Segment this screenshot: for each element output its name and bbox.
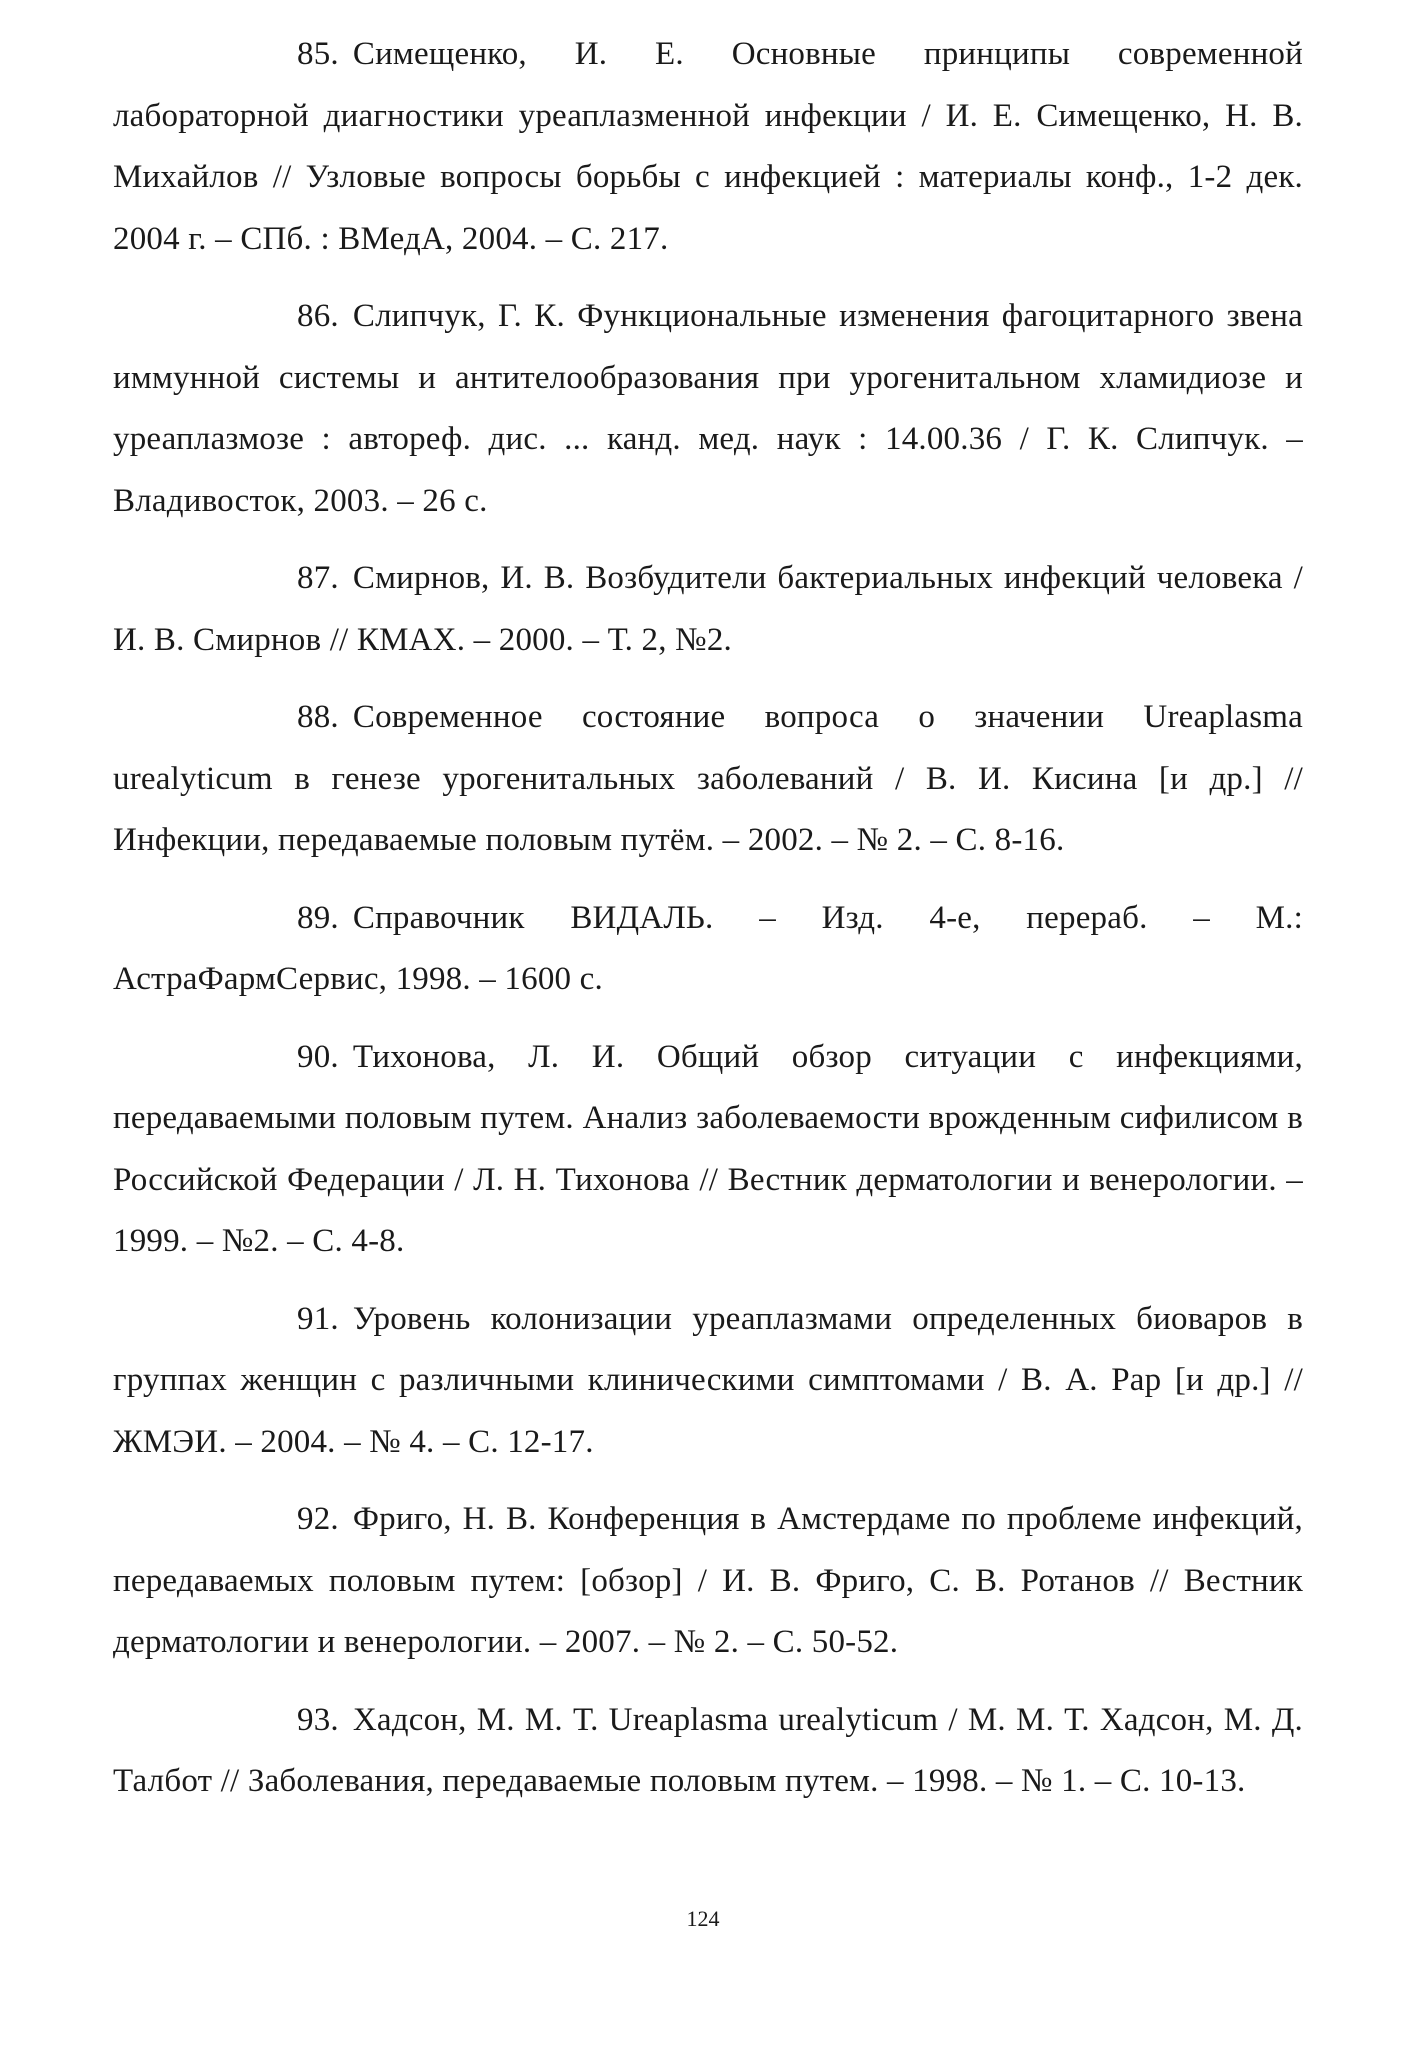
reference-text: Слипчук, Г. К. Функциональные изменения фагоцитарного звена иммунной системы и антителообразования при урогенитальном хламидиозе и уреаплазмозе : автореф. дис. ... канд. мед. наук : 14.00.36 / Г. К. Слипчук. – Владивосток, 2003. – 26 с. (113, 298, 1303, 519)
reference-number: 93. (297, 1701, 339, 1738)
reference-number: 87. (297, 560, 339, 596)
reference-number: 86. (297, 298, 339, 334)
reference-item (113, 1289, 1303, 1474)
reference-text: Справочник ВИДАЛЬ. – Изд. 4-е, перераб. – М.: АстраФармСервис, 1998. – 1600 с. (113, 899, 1303, 997)
reference-number: 89. (297, 899, 339, 936)
reference-number: 90. (297, 1038, 339, 1075)
reference-text: Уровень колонизации уреаплазмами определенных биоваров в группах женщин с различными клиническими симптомами / В. А. Рар [и др.] // ЖМЭИ. – 2004. – № 4. – С. 12-17. (113, 1300, 1303, 1460)
reference-text: Смирнов, И. В. Возбудители бактериальных инфекций человека / И. В. Смирнов // КМАХ. – 2000. – Т. 2, №2. (113, 560, 1303, 658)
reference-item (113, 888, 1303, 1011)
reference-item (113, 1690, 1303, 1813)
reference-list (113, 24, 1303, 1829)
reference-text: Хадсон, М. М. Т. Ureaplasma urealyticum / М. М. Т. Хадсон, М. Д. Талбот // Заболевания, передаваемые половым путем. – 1998. – № 1. – С. 10-13. (113, 1701, 1303, 1799)
reference-number: 91. (297, 1300, 339, 1337)
page-number: 124 (686, 1906, 720, 1931)
reference-item (113, 24, 1303, 270)
reference-number: 85. (297, 36, 339, 72)
reference-text: Современное состояние вопроса о значении Ureaplasma urealyticum в генезе урогенитальных заболеваний / В. И. Кисина [и др.] // Инфекции, передаваемые половым путём. – 2002. – № 2. – С. 8-16. (113, 699, 1303, 858)
reference-item (113, 286, 1303, 532)
reference-item (113, 1027, 1303, 1273)
reference-text: Тихонова, Л. И. Общий обзор ситуации с инфекциями, передаваемыми половым путем. Анализ заболеваемости врожденным сифилисом в Российской Федерации / Л. Н. Тихонова // Вестник дерматологии и венерологии. – 1999. – №2. – С. 4-8. (113, 1038, 1303, 1259)
reference-item (113, 687, 1303, 872)
reference-item (113, 548, 1303, 671)
reference-text: Фриго, Н. В. Конференция в Амстердаме по проблеме инфекций, передаваемых половым путем: [обзор] / И. В. Фриго, С. В. Ротанов // Вестник дерматологии и венерологии. – 2007. – № 2. – С. 50-52. (113, 1501, 1303, 1660)
reference-item (113, 1489, 1303, 1674)
reference-text: Симещенко, И. Е. Основные принципы современной лабораторной диагностики уреаплазменной инфекции / И. Е. Симещенко, Н. В. Михайлов // Узловые вопросы борьбы с инфекцией : материалы конф., 1-2 дек. 2004 г. – СПб. : ВМедА, 2004. – С. 217. (113, 36, 1303, 257)
reference-number: 88. (297, 699, 339, 735)
reference-number: 92. (297, 1501, 339, 1537)
